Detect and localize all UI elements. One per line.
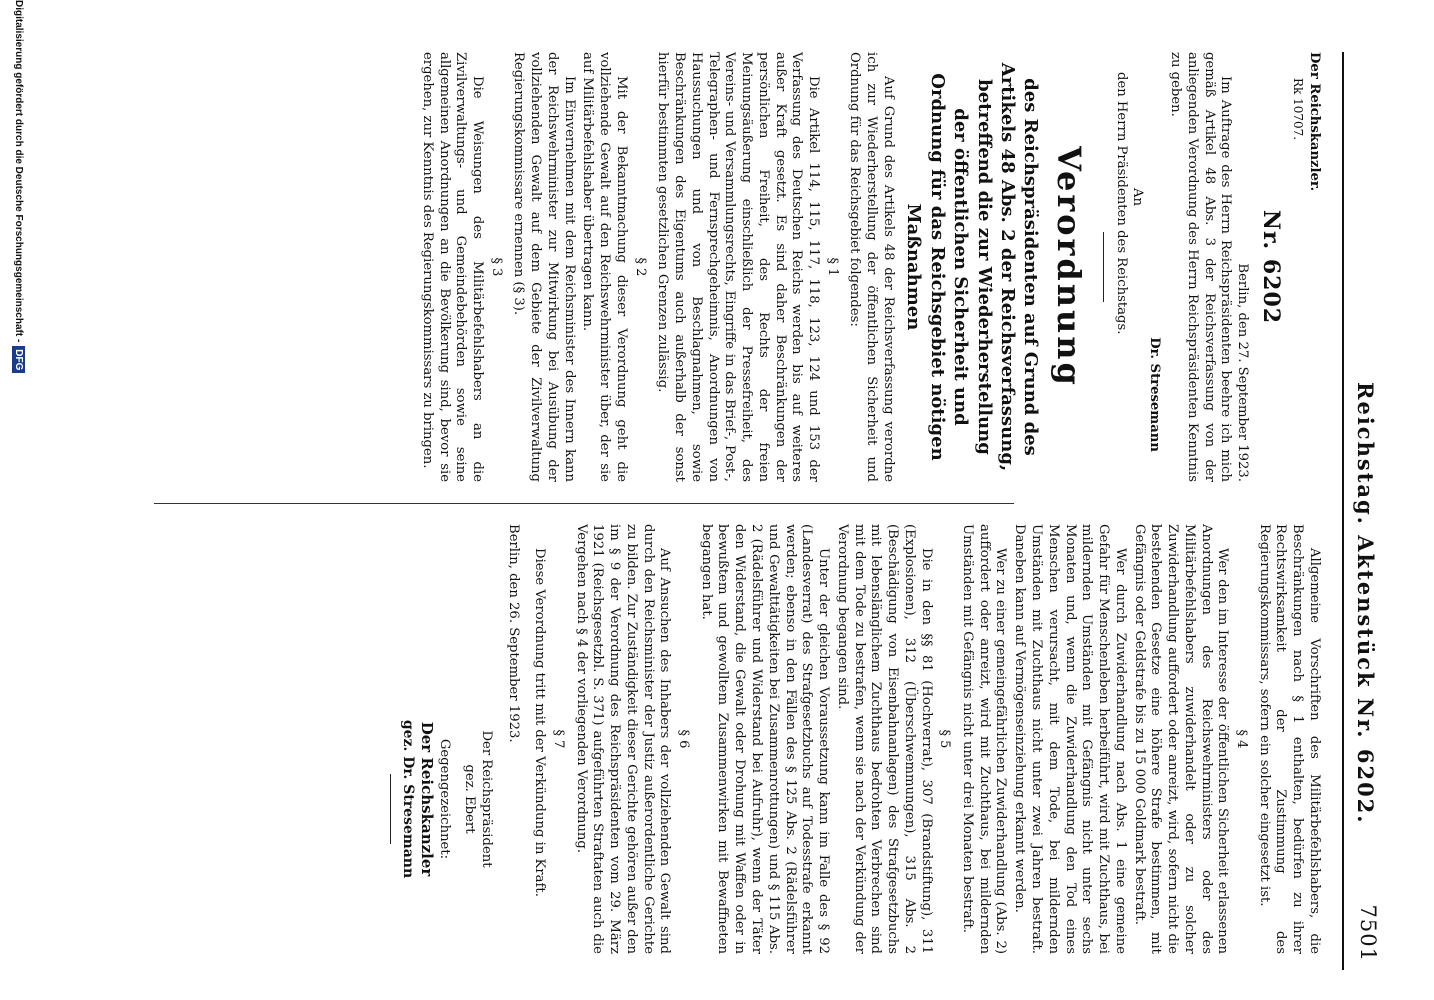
decree-subtitle: des Reichspräsidenten auf Grund des Artikels 48 Abs. 2 der Reichsverfassung, betreffend die zur Wiederherstellung der öffentlichen Sicherheit und Ordnung für das Reichsgebiet nötigen Maßnahmen — [903, 62, 1042, 472]
document-page — [54, 52, 1414, 970]
separator-rule — [1103, 232, 1104, 302]
preamble: Auf Grund des Artikels 48 der Reichsverfassung verordne ich zur Wiederherstellung der öffentlichen Sicherheit und Ordnung für das Reichsgebiet folgendes: — [847, 52, 896, 482]
sender: Der Reichskanzler. — [1307, 52, 1322, 192]
section-heading: § 1 — [824, 257, 840, 277]
section-4-para-3: Wer zu einer gemeingefährlichen Zuwiderhandlung (Abs. 2) auffordert oder anreizt, wird mit Zuchthaus, bei mildernden Umständen mit Gefängnis nicht unter drei Monaten bestraft. — [959, 524, 1009, 954]
cover-letter-signature: Dr. Stresemann — [1147, 337, 1163, 452]
cover-letter-body: Im Auftrage des Herrn Reichspräsidenten beehre ich mich gemäß Artikel 48 Abs. 3 der Reichsverfassung von der anliegenden Verordnung des Herrn Reichspräsidenten Kenntnis zu geben. — [1168, 52, 1234, 482]
place-date: Berlin, den 27. September 1923. — [1235, 263, 1251, 482]
section-5-para-1: Die in den §§ 81 (Hochverrat), 307 (Brandstiftung), 311 (Explosionen), 312 (Überschwemmungen), 315 Abs. 2 (Beschädigung von Eisenbahnanlagen) des Strafgesetzbuchs mit lebenslänglichem Zuchthaus bedrohten Verbrechen sind mit dem Tode zu bestrafen, wenn sie nach der Verkündung der Verordnung begangen sind. — [834, 524, 934, 954]
signature-block — [390, 524, 521, 954]
section-3-continuation: Allgemeine Vorschriften des Militärbefehlshabers, die Beschränkungen nach § 1 enthalten, bedürfen zu ihrer Rechtswirksamkeit der Zustimmung des Regierungskommissars, sofern ein solcher eingesetzt ist. — [1256, 524, 1322, 954]
chancellor-signature: gez. Dr. Stresemann — [400, 719, 417, 879]
left-column — [416, 52, 1322, 482]
address-recipient: den Herrn Präsidenten des Reichstags. — [1113, 72, 1129, 335]
section-heading: § 4 — [1233, 729, 1249, 749]
president-signature: gez. Ebert — [462, 764, 478, 834]
digitization-credit — [12, 0, 25, 1000]
chancellor-title: Der Reichskanzler — [417, 721, 436, 877]
header-rule — [1342, 52, 1344, 970]
closing-rule — [390, 774, 391, 844]
column-divider — [154, 503, 1014, 504]
section-heading: § 3 — [488, 257, 504, 277]
address-an: An — [1130, 187, 1146, 207]
credit-text: Digitalisierung gefördert durch die Deutsche Forschungsgemeinschaft - — [13, 0, 24, 343]
section-5-para-2: Unter der gleichen Voraussetzung kann im Falle des § 92 (Landesverrat) des Strafgesetzbuchs auf Todesstrafe erkannt werden; ebenso in den Fällen des § 125 Abs. 2 (Rädelsführer und Gewalttätigkeiten bei Zusammenrottungen) und § 115 Abs. 2 (Rädelsführer und Widerstand bei Aufruhr), wenn der Täter den Widerstand, die Gewalt oder Drohung mit Waffen oder in bewußtem und gewolltem Zusammenwirken mit Bewaffneten begangen hat. — [698, 524, 832, 954]
signing-date: Berlin, den 26. September 1923. — [505, 524, 521, 743]
section-heading: § 5 — [937, 729, 953, 749]
section-6-text: Auf Ansuchen des Inhabers der vollziehenden Gewalt sind durch den Reichsminister der Justiz außerordentliche Gerichte zu bilden. Zur Zuständigkeit dieser Gerichte gehören außer den im § 9 der Verordnung des Reichspräsidenten vom 29. März 1921 (Reichsgesetzbl. S. 371) aufgeführten Straftaten auch die Vergehen nach § 4 der vorliegenden Verordnung. — [573, 524, 673, 954]
publication-header: Reichstag. Aktenstück Nr. 6202. — [1353, 382, 1378, 825]
section-2-para-1: Mit der Bekanntmachung dieser Verordnung geht die vollziehende Gewalt auf den Reichswehrminister über, der sie auf Militärbefehlshaber übertragen kann. — [580, 52, 630, 482]
right-column — [380, 524, 1322, 954]
decree-title: Verordnung — [1049, 146, 1088, 388]
president-title: Der Reichspräsident — [478, 730, 494, 868]
reference-number: Rk 10707. — [1291, 78, 1306, 141]
section-1-text: Die Artikel 114, 115, 117, 118, 123, 124 und 153 der Verfassung des Deutschen Reichs werden bis auf weiteres außer Kraft gesetzt. Es sind daher Beschränkungen der persönlichen Freiheit, des Rechts der freien Meinungsäußerung einschließlich der Pressefreiheit, des Vereins- und Versammlungsrechts, Eingriffe in das Brief-, Post-, Telegraphen- und Fernsprechgeheimnis, Anordnungen von Haussuchungen und von Beschlagnahmen, sowie Beschränkungen des Eigentums auch außerhalb der sonst hierfür bestimmten gesetzlichen Grenzen zulässig. — [655, 52, 822, 482]
countersigned-label: Gegengezeichnet: — [437, 738, 453, 860]
section-heading: § 6 — [675, 729, 691, 749]
section-heading: § 7 — [550, 729, 566, 749]
section-7-text: Diese Verordnung tritt mit der Verkündung in Kraft. — [532, 548, 548, 897]
page-number: 7501 — [1356, 904, 1380, 962]
dfg-logo: DFG — [12, 346, 25, 373]
document-number: Nr. 6202 — [1258, 209, 1284, 325]
section-4-para-1: Wer den im Interesse der öffentlichen Sicherheit erlassenen Anordnungen des Reichswehrministers oder des Militärbefehlshabers zuwiderhandelt oder zu solcher Zuwiderhandlung auffordert oder anreizt, wird, sofern nicht die bestehenden Gesetze eine höhere Strafe bestimmen, mit Gefängnis oder Geldstrafe bis zu 15 000 Goldmark bestraft. — [1131, 524, 1231, 954]
section-2-para-2: Im Einvernehmen mit dem Reichsminister des Innern kann der Reichswehrminister zur Mitwirkung bei Ausübung der vollziehenden Gewalt auf dem Gebiete der Zivilverwaltung Regierungskommissare ernennen (§ 3). — [511, 52, 577, 482]
section-4-para-2: Wer durch Zuwiderhandlung nach Abs. 1 eine gemeine Gefahr für Menschenleben herbeiführt, wird mit Zuchthaus, bei mildernden Umständen mit Gefängnis nicht unter sechs Monaten und, wenn die Zuwiderhandlung den Tod eines Menschen verursacht, mit dem Tode, bei mildernden Umständen mit Zuchthaus nicht unter zwei Jahren bestraft. Daneben kann auf Vermögenseinziehung erkannt werden. — [1012, 524, 1128, 954]
section-3-text: Die Weisungen des Militärbefehlshabers an die Zivilverwaltungs- und Gemeindebehörden sowie seine allgemeinen Anordnungen an die Bevölkerung sind, bevor sie ergehen, zur Kenntnis des Regierungskommissars zu bringen. — [419, 52, 486, 482]
section-heading: § 2 — [632, 257, 648, 277]
